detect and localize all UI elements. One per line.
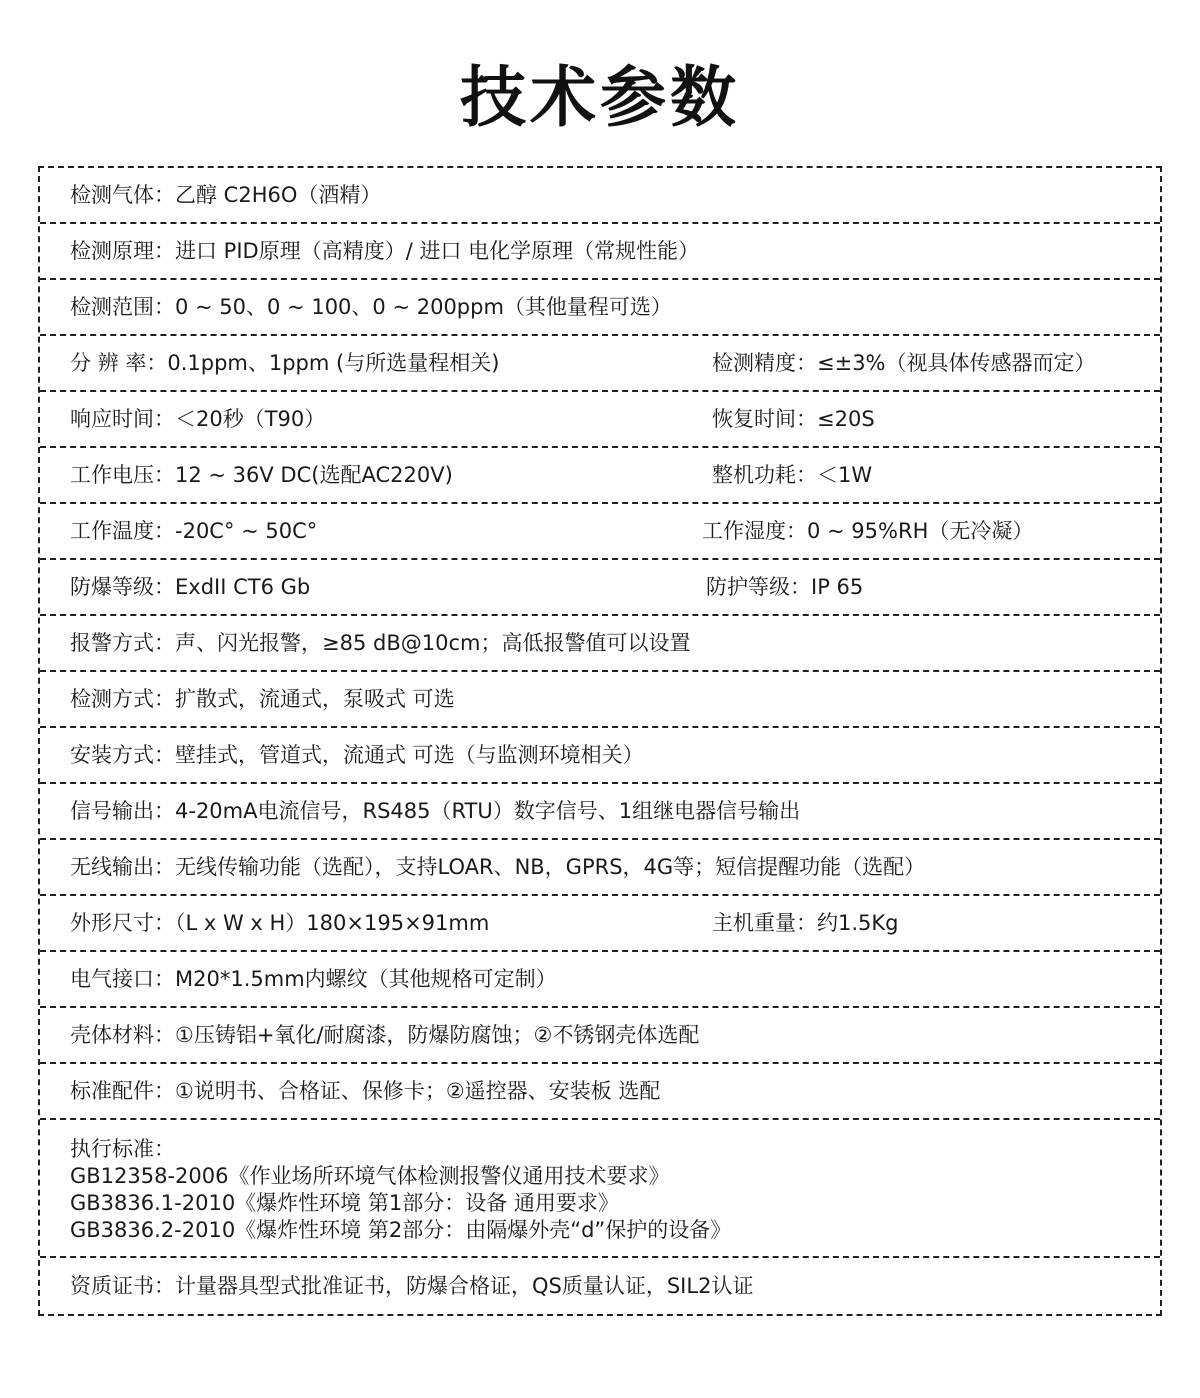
spec-row-response — [40, 392, 1160, 448]
spec-accuracy: 检测精度：≤±3%（视具体传感器而定） — [712, 351, 1096, 375]
spec-protection-grade: 防护等级：IP 65 — [706, 575, 864, 599]
spec-dimensions: 外形尺寸：（L x W x H）180×195×91mm — [70, 911, 490, 935]
spec-principle: 检测原理：进口 PID原理（高精度）/ 进口 电化学原理（常规性能） — [70, 239, 700, 263]
page-title: 技术参数 — [460, 59, 740, 136]
spec-housing-material: 壳体材料：①压铸铝+氧化/耐腐漆，防爆防腐蚀；②不锈钢壳体选配 — [70, 1023, 700, 1047]
spec-row-accessories — [40, 1064, 1160, 1120]
spec-wireless-output: 无线输出：无线传输功能（选配），支持LOAR、NB，GPRS，4G等；短信提醒功能（选配） — [70, 855, 926, 879]
spec-row-installation — [40, 728, 1160, 784]
spec-row-alarm — [40, 616, 1160, 672]
spec-explosion-grade: 防爆等级：ExdII CT6 Gb — [70, 575, 311, 599]
spec-power: 整机功耗：＜1W — [712, 463, 873, 487]
spec-installation: 安装方式：壁挂式，管道式，流通式 可选（与监测环境相关） — [70, 743, 644, 767]
spec-resolution: 分 辨 率：0.1ppm、1ppm (与所选量程相关) — [70, 351, 500, 375]
spec-row-interface — [40, 952, 1160, 1008]
spec-alarm-mode: 报警方式：声、闪光报警，≥85 dB@10cm；高低报警值可以设置 — [70, 631, 691, 655]
spec-row-dimensions — [40, 896, 1160, 952]
standard-line: GB3836.2-2010《爆炸性环境 第2部分：由隔爆外壳“d”保护的设备》 — [70, 1218, 732, 1242]
spec-row-standards — [40, 1120, 1160, 1258]
spec-row-voltage — [40, 448, 1160, 504]
spec-response-time: 响应时间：＜20秒（T90） — [70, 407, 326, 431]
spec-row-gas — [40, 168, 1160, 224]
spec-range: 检测范围：0 ~ 50、0 ~ 100、0 ~ 200ppm（其他量程可选） — [70, 295, 672, 319]
spec-row-explosion — [40, 560, 1160, 616]
spec-accessories: 标准配件：①说明书、合格证、保修卡；②遥控器、安装板 选配 — [70, 1079, 661, 1103]
spec-row-signal — [40, 784, 1160, 840]
spec-row-wireless — [40, 840, 1160, 896]
spec-row-certificates — [40, 1258, 1160, 1314]
spec-table — [38, 166, 1162, 1316]
spec-recovery-time: 恢复时间：≤20S — [712, 407, 875, 431]
spec-weight: 主机重量：约1.5Kg — [712, 911, 899, 935]
spec-certificates: 资质证书：计量器具型式批准证书，防爆合格证，QS质量认证，SIL2认证 — [70, 1274, 754, 1298]
standard-line: GB12358-2006《作业场所环境气体检测报警仪通用技术要求》 — [70, 1164, 670, 1188]
standards-heading: 执行标准： — [70, 1137, 175, 1161]
spec-row-resolution — [40, 336, 1160, 392]
spec-electrical-interface: 电气接口：M20*1.5mm内螺纹（其他规格可定制） — [70, 967, 557, 991]
spec-detection-mode: 检测方式：扩散式，流通式，泵吸式 可选 — [70, 687, 455, 711]
spec-row-temperature — [40, 504, 1160, 560]
spec-temperature: 工作温度：-20C° ~ 50C° — [70, 519, 318, 543]
spec-signal-output: 信号输出：4-20mA电流信号，RS485（RTU）数字信号、1组继电器信号输出 — [70, 799, 801, 823]
spec-voltage: 工作电压：12 ~ 36V DC(选配AC220V) — [70, 463, 453, 487]
spec-row-detection-mode — [40, 672, 1160, 728]
spec-humidity: 工作湿度：0 ~ 95%RH（无冷凝） — [702, 519, 1034, 543]
spec-row-range — [40, 280, 1160, 336]
spec-row-principle — [40, 224, 1160, 280]
spec-gas: 检测气体：乙醇 C2H6O（酒精） — [70, 183, 382, 207]
spec-row-housing — [40, 1008, 1160, 1064]
standard-line: GB3836.1-2010《爆炸性环境 第1部分：设备 通用要求》 — [70, 1191, 619, 1215]
